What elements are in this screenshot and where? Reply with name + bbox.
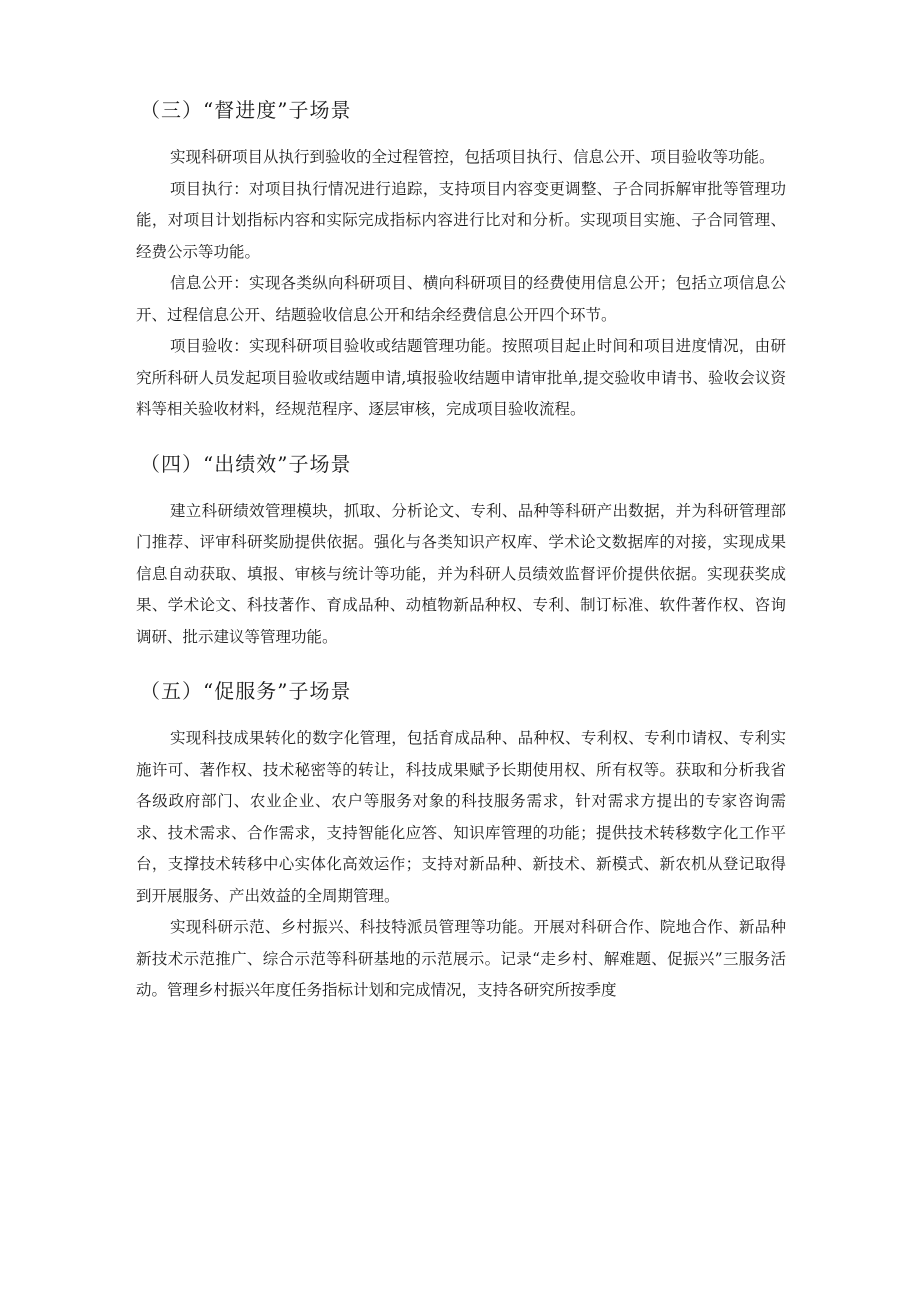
section-heading: （三）“督进度”子场景 — [140, 98, 352, 122]
paragraph: 实现科研示范、乡村振兴、科技特派员管理等功能。开展对科研合作、院地合作、新品种新技术示范推广、综合示范等科研基地的示范展示。记录“走乡村、解难题、促振兴”三服务活动。管理乡村振兴年度任务指标计划和完成情况，支持各研究所按季度 — [136, 918, 786, 999]
section-heading: （五）“促服务”子场景 — [140, 679, 352, 703]
paragraph: 信息公开：实现各类纵向科研项目、横向科研项目的经费使用信息公开；包括立项信息公开、过程信息公开、结题验收信息公开和结余经费信息公开四个环节。 — [136, 274, 786, 324]
paragraph: 项目执行：对项目执行情况进行追踪，支持项目内容变更调整、子合同拆解审批等管理功能，对项目计划指标内容和实际完成指标内容进行比对和分析。实现项目实施、子合同管理、经费公示等功能。 — [136, 179, 786, 261]
section-progress — [136, 92, 786, 426]
section-performance — [136, 446, 786, 654]
document-page — [136, 92, 786, 1007]
section-service — [136, 673, 786, 1007]
paragraph: 建立科研绩效管理模块，抓取、分析论文、专利、品种等科研产出数据，并为科研管理部门推荐、评审科研奖励提供依据。强化与各类知识产权库、学术论文数据库的对接，实现成果信息自动获取、填报、审核与统计等功能，并为科研人员绩效监督评价提供依据。实现获奖成果、学术论文、科技著作、育成品种、动植物新品种权、专利、制订标准、软件著作权、咨询调研、批示建议等管理功能。 — [136, 501, 786, 646]
paragraph: 实现科技成果转化的数字化管理，包括育成品种、品种权、专利权、专利巾请权、专利实施许可、著作权、技术秘密等的转让，科技成果赋予长期使用权、所有权等。获取和分析我省各级政府部门、农业企业、农户等服务对象的科技服务需求，针对需求方提出的专家咨询需求、技术需求、合作需求，支持智能化应答、知识库管理的功能；提供技术转移数字化工作平台，支撑技术转移中心实体化高效运作；支持对新品种、新技术、新模式、新农机从登记取得到开展服务、产出效益的全周期管理。 — [136, 729, 786, 905]
paragraph: 项目验收：实现科研项目验收或结题管理功能。按照项目起止时间和项目进度情况，由研究所科研人员发起项目验收或结题申请,填报验收结题申请审批单,提交验收申请书、验收会议资料等相关验收材料，经规范程序、逐层审核，完成项目验收流程。 — [136, 337, 786, 418]
section-heading: （四）“出绩效”子场景 — [140, 451, 352, 476]
paragraph: 实现科研项目从执行到验收的全过程管控，包括项目执行、信息公开、项目验收等功能。 — [170, 148, 775, 166]
